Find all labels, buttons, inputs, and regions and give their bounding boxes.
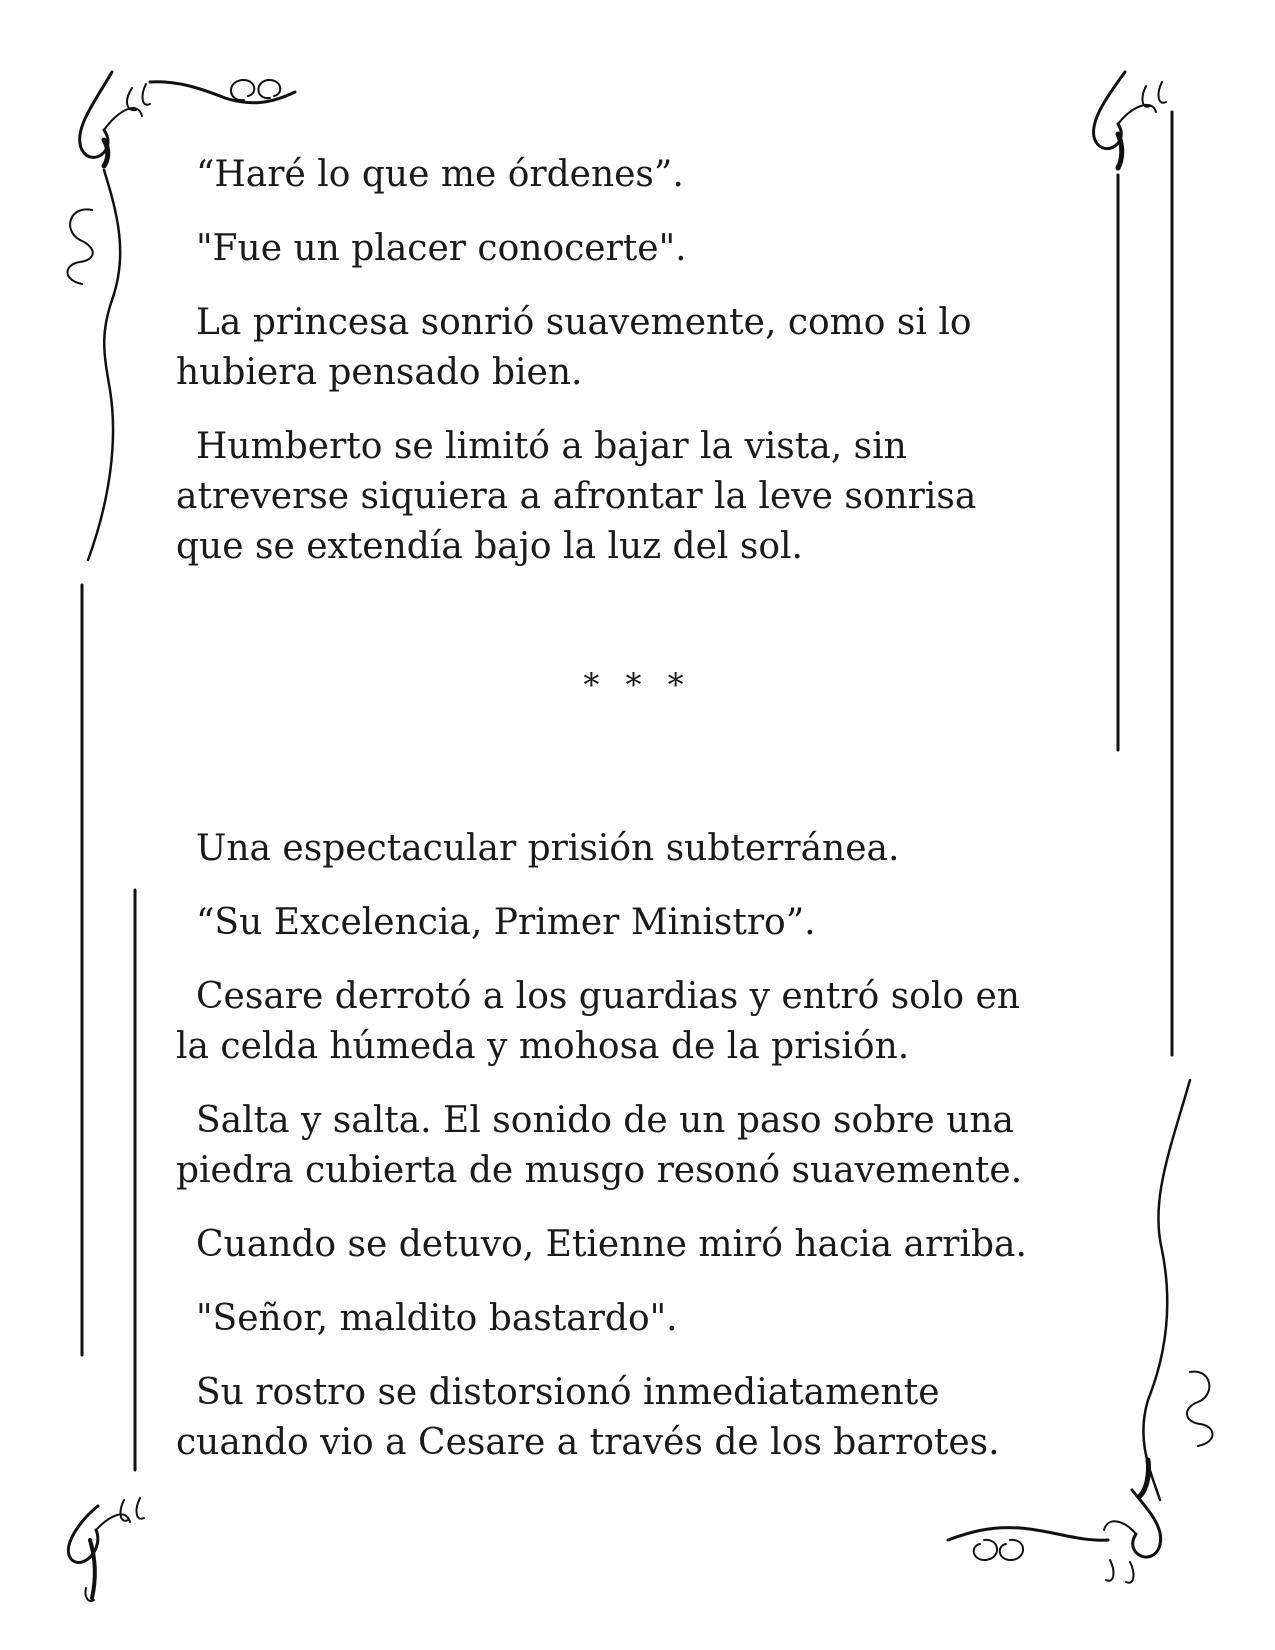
paragraph-10: "Señor, maldito bastardo". [196, 1298, 678, 1339]
paragraph-4: Humberto se limitó a bajar la vista, sin atreverse siquiera a afrontar la leve sonrisa que se extendía bajo la luz del sol. [176, 426, 977, 567]
paragraph-6: “Su Excelencia, Primer Ministro”. [196, 902, 816, 943]
paragraph-2: "Fue un placer conocerte". [196, 228, 687, 269]
paragraph-3: La princesa sonrió suavemente, como si lo hubiera pensado bien. [176, 302, 972, 393]
paragraph-11: Su rostro se distorsionó inmediatamente cuando vio a Cesare a través de los barrotes. [176, 1372, 1000, 1463]
flourish-top-right-icon [1093, 72, 1166, 168]
paragraph-7: Cesare derrotó a los guardias y entró solo en la celda húmeda y mohosa de la prisión. [176, 976, 1020, 1067]
scene-break: * * * [583, 666, 692, 704]
paragraph-5: Una espectacular prisión subterránea. [196, 828, 900, 869]
paragraph-1: “Haré lo que me órdenes”. [196, 154, 684, 195]
paragraph-8: Salta y salta. El sonido de un paso sobre una piedra cubierta de musgo resonó suavemente. [176, 1100, 1023, 1191]
flourish-bottom-left-icon [68, 1498, 144, 1601]
paragraph-9: Cuando se detuvo, Etienne miró hacia arriba. [196, 1224, 1027, 1265]
